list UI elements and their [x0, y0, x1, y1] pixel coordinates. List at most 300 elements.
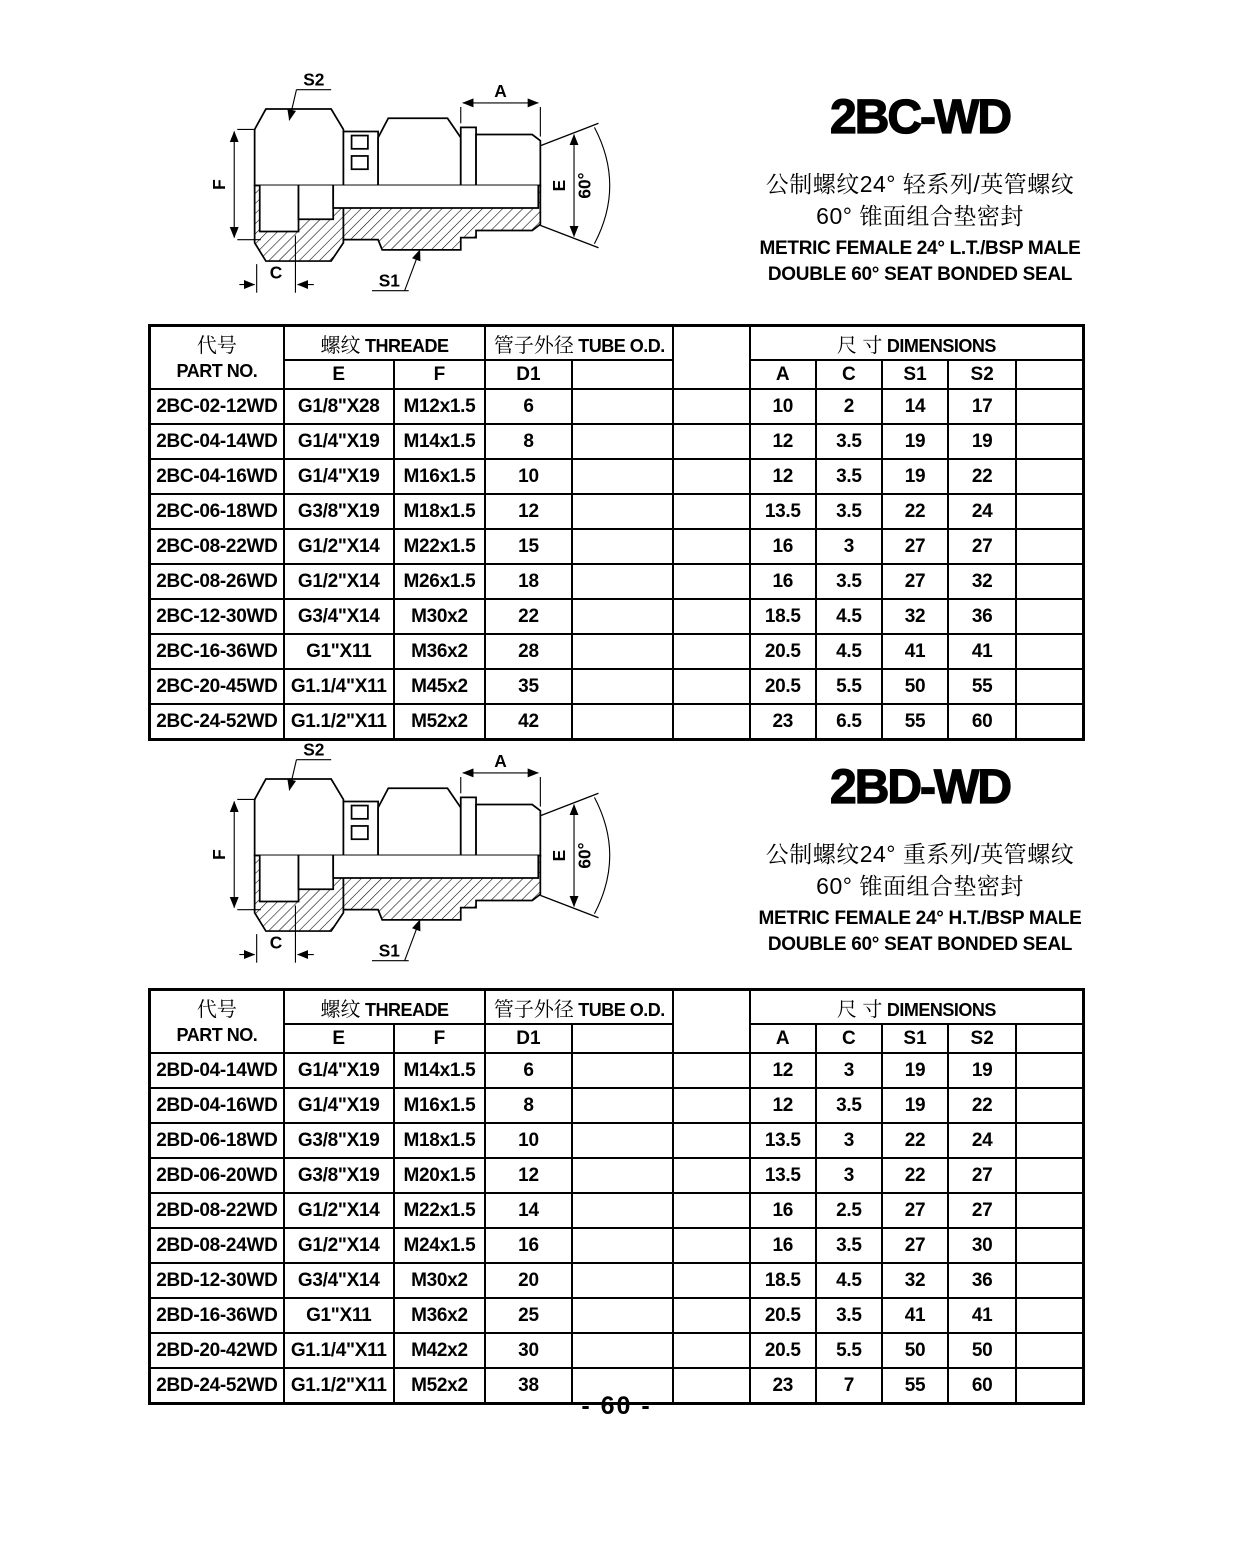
cell-dim-s2: 17	[948, 389, 1016, 424]
cell-dim-s1: 27	[882, 1193, 948, 1228]
cell-thread-f: M22x1.5	[394, 1193, 486, 1228]
header-col-s1: S1	[882, 1024, 948, 1053]
header-col-s1: S1	[882, 360, 948, 389]
header-thread	[284, 326, 485, 361]
header-thread-zh: 螺纹	[320, 334, 361, 357]
cell-dim-s2: 27	[948, 1193, 1016, 1228]
cell-dim-a: 16	[750, 1228, 816, 1263]
label-a: A	[494, 80, 507, 101]
header-col-s2: S2	[948, 360, 1016, 389]
fitting-outline	[255, 779, 541, 856]
cell-dim-c: 5.5	[816, 669, 882, 704]
cell-dim-c: 3	[816, 529, 882, 564]
cell-thread-f: M16x1.5	[394, 459, 486, 494]
cell-spacer	[673, 494, 749, 529]
table-row	[150, 494, 1084, 529]
cell-thread-e: G3/8"X19	[284, 1123, 394, 1158]
cell-dim-s1: 19	[882, 459, 948, 494]
cell-thread-e: G1.1/4"X11	[284, 1333, 394, 1368]
cell-dim-c: 3	[816, 1123, 882, 1158]
series-title-block-2	[715, 762, 1125, 958]
cell-dim-a: 12	[750, 424, 816, 459]
cell-thread-f: M24x1.5	[394, 1228, 486, 1263]
cell-dim-a: 23	[750, 704, 816, 740]
header-part-no-zh: 代号	[196, 998, 237, 1021]
cell-thread-f: M36x2	[394, 634, 486, 669]
cell-dim-s2: 19	[948, 1053, 1016, 1088]
cell-empty	[572, 459, 674, 494]
table-row	[150, 529, 1084, 564]
label-c: C	[269, 262, 283, 283]
label-a: A	[494, 750, 507, 771]
cell-part-no: 2BC-08-26WD	[150, 564, 284, 599]
cell-thread-e: G1/2"X14	[284, 564, 394, 599]
cell-spacer	[673, 704, 749, 740]
fitting-section-drawing-2	[178, 728, 668, 978]
cell-dim-a: 20.5	[750, 1298, 816, 1333]
cell-dim-s2: 22	[948, 459, 1016, 494]
header-tube-od-zh: 管子外径	[493, 998, 574, 1021]
header-col-d1: D1	[485, 1024, 571, 1053]
header-col-f: F	[394, 1024, 486, 1053]
cell-thread-f: M26x1.5	[394, 564, 486, 599]
empty-header-cell	[572, 1024, 674, 1053]
series-desc-zh2-1: 60° 锥面组合垫密封	[816, 203, 1024, 229]
cell-spacer	[673, 1123, 749, 1158]
header-dimensions-zh: 尺 寸	[836, 334, 883, 357]
cell-thread-e: G1/2"X14	[284, 529, 394, 564]
table-row	[150, 1333, 1084, 1368]
cell-dim-s2: 27	[948, 529, 1016, 564]
cell-empty	[1016, 459, 1083, 494]
table-row	[150, 1193, 1084, 1228]
cell-dim-s2: 30	[948, 1228, 1016, 1263]
cell-empty	[1016, 1053, 1083, 1088]
table-row	[150, 1298, 1084, 1333]
cell-dim-a: 10	[750, 389, 816, 424]
label-angle-60: 60°	[574, 172, 595, 199]
header-tube-od	[485, 326, 673, 361]
cell-empty	[572, 1193, 674, 1228]
label-e: E	[548, 179, 569, 192]
cell-empty	[1016, 424, 1083, 459]
cell-dim-c: 3.5	[816, 424, 882, 459]
header-thread-en: THREADE	[364, 999, 449, 1020]
header-col-f: F	[394, 360, 486, 389]
cell-empty	[572, 494, 674, 529]
label-angle-60: 60°	[574, 842, 595, 869]
cell-thread-e: G1/4"X19	[284, 459, 394, 494]
cell-thread-f: M14x1.5	[394, 1053, 486, 1088]
cell-tube-d1: 12	[485, 494, 571, 529]
header-part-no	[150, 326, 284, 390]
header-col-s2: S2	[948, 1024, 1016, 1053]
cell-part-no: 2BC-06-18WD	[150, 494, 284, 529]
cell-thread-f: M30x2	[394, 1263, 486, 1298]
header-col-c: C	[816, 1024, 882, 1053]
fitting-outline	[255, 109, 541, 186]
cell-spacer	[673, 1193, 749, 1228]
cell-thread-f: M12x1.5	[394, 389, 486, 424]
cell-dim-c: 3.5	[816, 494, 882, 529]
cell-tube-d1: 22	[485, 599, 571, 634]
cell-spacer	[673, 1053, 749, 1088]
cell-dim-c: 3	[816, 1053, 882, 1088]
cell-part-no: 2BC-12-30WD	[150, 599, 284, 634]
cell-dim-s2: 36	[948, 1263, 1016, 1298]
cell-empty	[1016, 669, 1083, 704]
series-desc-zh1-2: 公制螺纹24° 重系列/英管螺纹	[765, 841, 1075, 867]
cell-spacer	[673, 1298, 749, 1333]
cell-thread-f: M22x1.5	[394, 529, 486, 564]
cell-dim-a: 16	[750, 1193, 816, 1228]
cell-tube-d1: 12	[485, 1158, 571, 1193]
cell-empty	[572, 529, 674, 564]
cell-empty	[1016, 1158, 1083, 1193]
spacer-column-header	[673, 326, 749, 390]
cell-dim-c: 4.5	[816, 1263, 882, 1298]
cell-thread-e: G1.1/2"X11	[284, 704, 394, 740]
cell-part-no: 2BD-06-20WD	[150, 1158, 284, 1193]
cell-thread-e: G3/8"X19	[284, 494, 394, 529]
cell-spacer	[673, 424, 749, 459]
label-s1: S1	[378, 270, 400, 291]
header-thread	[284, 990, 485, 1025]
cell-empty	[572, 634, 674, 669]
empty-header-cell	[572, 360, 674, 389]
cell-dim-s1: 55	[882, 1368, 948, 1404]
cell-thread-f: M42x2	[394, 1333, 486, 1368]
cell-tube-d1: 14	[485, 1193, 571, 1228]
cell-part-no: 2BC-04-16WD	[150, 459, 284, 494]
header-part-no-zh: 代号	[196, 334, 237, 357]
header-dimensions	[750, 990, 1084, 1025]
cell-tube-d1: 42	[485, 704, 571, 740]
cell-dim-a: 13.5	[750, 1158, 816, 1193]
cell-tube-d1: 8	[485, 424, 571, 459]
cell-spacer	[673, 389, 749, 424]
table-row	[150, 634, 1084, 669]
cell-thread-e: G1/4"X19	[284, 1053, 394, 1088]
table-row	[150, 424, 1084, 459]
series-code-1: 2BC-WD	[830, 91, 1010, 144]
cell-dim-s1: 27	[882, 529, 948, 564]
cell-empty	[572, 1263, 674, 1298]
cell-tube-d1: 28	[485, 634, 571, 669]
cell-tube-d1: 35	[485, 669, 571, 704]
series-desc-en1-1: METRIC FEMALE 24° L.T./BSP MALE	[759, 238, 1081, 259]
table-row	[150, 389, 1084, 424]
cell-empty	[1016, 389, 1083, 424]
header-thread-zh: 螺纹	[320, 998, 361, 1021]
cell-empty	[572, 1123, 674, 1158]
cell-thread-f: M16x1.5	[394, 1088, 486, 1123]
cell-part-no: 2BD-08-24WD	[150, 1228, 284, 1263]
cell-dim-s1: 19	[882, 1088, 948, 1123]
header-thread-en: THREADE	[364, 335, 449, 356]
cell-empty	[1016, 634, 1083, 669]
cell-part-no: 2BD-06-18WD	[150, 1123, 284, 1158]
cell-dim-a: 18.5	[750, 599, 816, 634]
cell-spacer	[673, 1158, 749, 1193]
header-dimensions	[750, 326, 1084, 361]
cell-thread-e: G1.1/2"X11	[284, 1368, 394, 1404]
cell-thread-f: M36x2	[394, 1298, 486, 1333]
cell-part-no: 2BD-04-14WD	[150, 1053, 284, 1088]
series-code-2: 2BD-WD	[830, 761, 1010, 814]
cell-spacer	[673, 529, 749, 564]
cell-part-no: 2BC-02-12WD	[150, 389, 284, 424]
cell-dim-s2: 55	[948, 669, 1016, 704]
cell-dim-s1: 14	[882, 389, 948, 424]
cell-dim-s1: 22	[882, 1123, 948, 1158]
cell-tube-d1: 10	[485, 459, 571, 494]
cell-dim-a: 12	[750, 1053, 816, 1088]
cell-dim-a: 18.5	[750, 1263, 816, 1298]
cell-dim-a: 20.5	[750, 634, 816, 669]
cell-dim-s2: 22	[948, 1088, 1016, 1123]
cell-spacer	[673, 599, 749, 634]
series-desc-en1-2: METRIC FEMALE 24° H.T./BSP MALE	[758, 908, 1082, 929]
cell-thread-f: M45x2	[394, 669, 486, 704]
spacer-column-header	[673, 990, 749, 1054]
label-f: F	[209, 179, 230, 190]
cell-dim-a: 20.5	[750, 669, 816, 704]
cell-thread-f: M30x2	[394, 599, 486, 634]
empty-header-cell	[1016, 360, 1083, 389]
cell-dim-s1: 27	[882, 1228, 948, 1263]
cell-part-no: 2BC-16-36WD	[150, 634, 284, 669]
table-row	[150, 459, 1084, 494]
cell-thread-e: G1/4"X19	[284, 1088, 394, 1123]
cell-dim-c: 3.5	[816, 1228, 882, 1263]
series-desc-zh2-2: 60° 锥面组合垫密封	[816, 873, 1024, 899]
cell-dim-a: 23	[750, 1368, 816, 1404]
cell-empty	[1016, 494, 1083, 529]
cell-dim-a: 16	[750, 529, 816, 564]
cell-empty	[572, 599, 674, 634]
cell-thread-e: G1/8"X28	[284, 389, 394, 424]
cell-empty	[1016, 1193, 1083, 1228]
cell-spacer	[673, 669, 749, 704]
cell-dim-s2: 41	[948, 634, 1016, 669]
label-e: E	[548, 849, 569, 862]
table-row	[150, 564, 1084, 599]
spec-table-2bd	[148, 988, 1085, 1405]
label-s2: S2	[303, 69, 325, 90]
cell-dim-a: 13.5	[750, 494, 816, 529]
cell-thread-e: G3/4"X14	[284, 599, 394, 634]
cell-dim-c: 2	[816, 389, 882, 424]
cell-empty	[572, 1333, 674, 1368]
cell-tube-d1: 10	[485, 1123, 571, 1158]
cell-thread-f: M52x2	[394, 1368, 486, 1404]
cell-dim-s1: 19	[882, 424, 948, 459]
cell-thread-e: G1/4"X19	[284, 424, 394, 459]
cell-dim-s2: 36	[948, 599, 1016, 634]
cell-dim-s2: 50	[948, 1333, 1016, 1368]
table-row	[150, 599, 1084, 634]
label-f: F	[209, 849, 230, 860]
cell-dim-s1: 19	[882, 1053, 948, 1088]
cell-dim-s1: 27	[882, 564, 948, 599]
cell-thread-f: M18x1.5	[394, 494, 486, 529]
cell-empty	[1016, 1123, 1083, 1158]
cell-spacer	[673, 1228, 749, 1263]
table-row	[150, 1053, 1084, 1088]
header-dimensions-en: DIMENSIONS	[886, 999, 996, 1020]
cell-dim-s2: 60	[948, 704, 1016, 740]
cell-part-no: 2BD-16-36WD	[150, 1298, 284, 1333]
section-hatching	[255, 186, 541, 262]
cell-tube-d1: 30	[485, 1333, 571, 1368]
cell-dim-c: 5.5	[816, 1333, 882, 1368]
header-part-no-en: PART NO.	[176, 360, 258, 381]
series-desc-en2-1: DOUBLE 60° SEAT BONDED SEAL	[767, 264, 1073, 285]
cell-spacer	[673, 1333, 749, 1368]
cell-empty	[572, 1053, 674, 1088]
cell-part-no: 2BD-12-30WD	[150, 1263, 284, 1298]
cell-empty	[1016, 704, 1083, 740]
header-dimensions-en: DIMENSIONS	[886, 335, 996, 356]
cell-thread-e: G3/4"X14	[284, 1263, 394, 1298]
cell-dim-a: 13.5	[750, 1123, 816, 1158]
cell-dim-a: 20.5	[750, 1333, 816, 1368]
header-col-a: A	[750, 360, 816, 389]
cell-empty	[1016, 1333, 1083, 1368]
header-col-e: E	[284, 1024, 394, 1053]
cell-tube-d1: 25	[485, 1298, 571, 1333]
cell-dim-c: 3	[816, 1158, 882, 1193]
cell-dim-s2: 19	[948, 424, 1016, 459]
cell-thread-e: G1"X11	[284, 1298, 394, 1333]
cell-thread-f: M20x1.5	[394, 1158, 486, 1193]
cell-empty	[572, 1088, 674, 1123]
header-tube-od-zh: 管子外径	[493, 334, 574, 357]
cell-dim-a: 12	[750, 1088, 816, 1123]
cell-spacer	[673, 564, 749, 599]
header-part-no	[150, 990, 284, 1054]
cell-dim-c: 2.5	[816, 1193, 882, 1228]
cell-dim-c: 3.5	[816, 1298, 882, 1333]
cell-dim-s2: 24	[948, 1123, 1016, 1158]
cell-dim-s2: 41	[948, 1298, 1016, 1333]
cell-dim-c: 7	[816, 1368, 882, 1404]
cell-empty	[1016, 1263, 1083, 1298]
cell-empty	[572, 389, 674, 424]
cell-thread-e: G3/8"X19	[284, 1158, 394, 1193]
cell-spacer	[673, 634, 749, 669]
cell-spacer	[673, 1088, 749, 1123]
cell-part-no: 2BC-24-52WD	[150, 704, 284, 740]
cell-dim-s2: 24	[948, 494, 1016, 529]
cell-empty	[1016, 1088, 1083, 1123]
label-s1: S1	[378, 940, 400, 961]
cell-dim-c: 3.5	[816, 564, 882, 599]
table-row	[150, 1123, 1084, 1158]
cell-part-no: 2BC-04-14WD	[150, 424, 284, 459]
header-dimensions-zh: 尺 寸	[836, 998, 883, 1021]
cell-thread-e: G1.1/4"X11	[284, 669, 394, 704]
cell-dim-s2: 32	[948, 564, 1016, 599]
cell-spacer	[673, 1263, 749, 1298]
header-col-d1: D1	[485, 360, 571, 389]
cell-empty	[572, 564, 674, 599]
header-tube-od-en: TUBE O.D.	[578, 335, 665, 356]
cell-thread-e: G1"X11	[284, 634, 394, 669]
cell-dim-s1: 41	[882, 634, 948, 669]
fitting-drawing-svg	[178, 58, 668, 308]
cell-tube-d1: 8	[485, 1088, 571, 1123]
cell-part-no: 2BD-20-42WD	[150, 1333, 284, 1368]
cell-dim-c: 6.5	[816, 704, 882, 740]
cell-tube-d1: 20	[485, 1263, 571, 1298]
header-tube-od	[485, 990, 673, 1025]
cell-tube-d1: 6	[485, 389, 571, 424]
table-row	[150, 1158, 1084, 1193]
cell-dim-s1: 22	[882, 1158, 948, 1193]
cell-tube-d1: 15	[485, 529, 571, 564]
cell-tube-d1: 18	[485, 564, 571, 599]
cell-thread-e: G1/2"X14	[284, 1193, 394, 1228]
cell-dim-a: 16	[750, 564, 816, 599]
cell-part-no: 2BC-20-45WD	[150, 669, 284, 704]
header-col-e: E	[284, 360, 394, 389]
cell-part-no: 2BD-04-16WD	[150, 1088, 284, 1123]
series-title-block-1	[715, 92, 1125, 288]
cell-thread-f: M52x2	[394, 704, 486, 740]
cell-empty	[572, 1158, 674, 1193]
header-tube-od-en: TUBE O.D.	[578, 999, 665, 1020]
cell-spacer	[673, 459, 749, 494]
cell-empty	[572, 669, 674, 704]
cell-dim-a: 12	[750, 459, 816, 494]
empty-header-cell	[1016, 1024, 1083, 1053]
header-col-a: A	[750, 1024, 816, 1053]
cell-dim-s1: 22	[882, 494, 948, 529]
header-col-c: C	[816, 360, 882, 389]
label-c: C	[269, 932, 283, 953]
cell-empty	[1016, 1228, 1083, 1263]
table-row	[150, 1228, 1084, 1263]
cell-dim-c: 4.5	[816, 599, 882, 634]
cell-thread-f: M14x1.5	[394, 424, 486, 459]
cell-part-no: 2BD-24-52WD	[150, 1368, 284, 1404]
cell-empty	[572, 424, 674, 459]
cell-tube-d1: 38	[485, 1368, 571, 1404]
fitting-drawing-svg	[178, 728, 668, 978]
cell-part-no: 2BC-08-22WD	[150, 529, 284, 564]
cell-dim-s1: 41	[882, 1298, 948, 1333]
cell-empty	[572, 1228, 674, 1263]
cell-part-no: 2BD-08-22WD	[150, 1193, 284, 1228]
cell-empty	[1016, 564, 1083, 599]
table-row	[150, 1263, 1084, 1298]
table-row	[150, 1088, 1084, 1123]
cell-tube-d1: 16	[485, 1228, 571, 1263]
cell-empty	[1016, 1298, 1083, 1333]
label-s2: S2	[303, 739, 325, 760]
cell-dim-s1: 50	[882, 669, 948, 704]
spec-table-2bc	[148, 324, 1085, 741]
cell-dim-s1: 32	[882, 1263, 948, 1298]
cell-thread-e: G1/2"X14	[284, 1228, 394, 1263]
cell-dim-s1: 32	[882, 599, 948, 634]
cell-tube-d1: 6	[485, 1053, 571, 1088]
section-hatching	[255, 856, 541, 932]
series-desc-en2-2: DOUBLE 60° SEAT BONDED SEAL	[767, 934, 1073, 955]
cell-empty	[1016, 599, 1083, 634]
